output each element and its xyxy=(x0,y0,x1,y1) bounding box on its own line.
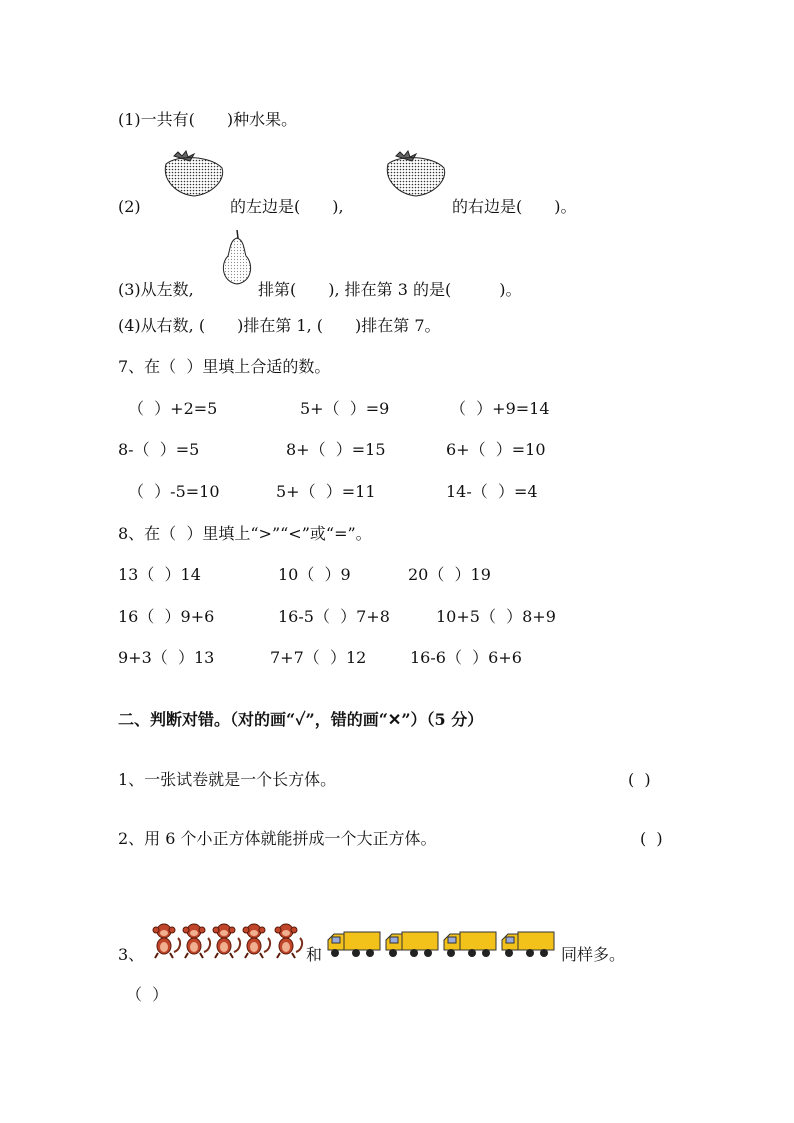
q7-cell: 5+（ ）=9 xyxy=(300,399,390,418)
section2-title: 二、判断对错。（对的画“✓”，错的画“✕”）（5 分） xyxy=(118,710,484,729)
q7-title: 7、在（ ）里填上合适的数。 xyxy=(118,357,331,376)
judge-item-1: 1、一张试卷就是一个长方体。 xyxy=(118,770,337,789)
truck-icons xyxy=(326,926,558,960)
q8-cell: 10（ ）9 xyxy=(278,565,351,584)
fruit-q1: (1)一共有( )种水果。 xyxy=(118,110,298,129)
q8-cell: 16（ ）9+6 xyxy=(118,607,215,626)
fruit-q3-prefix: (3)从左数, xyxy=(118,280,194,299)
q8-title: 8、在（ ）里填上“>”“<”或“=”。 xyxy=(118,524,372,543)
q7-cell: 5+（ ）=11 xyxy=(276,482,376,501)
pear-icon xyxy=(218,228,256,286)
q8-cell: 16-5（ ）7+8 xyxy=(278,607,390,626)
judge-blank-2[interactable]: ( ) xyxy=(640,829,663,848)
fruit-q3-rest: 排第( ), 排在第 3 的是( )。 xyxy=(258,280,522,299)
q8-cell: 16-6（ ）6+6 xyxy=(410,648,522,667)
q7-cell: 8-（ ）=5 xyxy=(118,440,200,459)
q7-cell: （ ）-5=10 xyxy=(128,482,220,501)
judge-item-3-mid: 和 xyxy=(306,945,323,964)
q8-cell: 20（ ）19 xyxy=(408,565,491,584)
fruit-q2-left: 的左边是( ), xyxy=(230,197,344,216)
judge-item-3-prefix: 3、 xyxy=(118,945,145,964)
q7-cell: 6+（ ）=10 xyxy=(446,440,546,459)
strawberry-icon xyxy=(378,150,448,198)
fruit-q2-prefix: (2) xyxy=(118,197,141,216)
q8-cell: 7+7（ ）12 xyxy=(270,648,367,667)
judge-item-2: 2、用 6 个小正方体就能拼成一个大正方体。 xyxy=(118,829,437,848)
q8-cell: 10+5（ ）8+9 xyxy=(436,607,556,626)
fruit-q2-right: 的右边是( )。 xyxy=(452,197,577,216)
judge-blank-1[interactable]: ( ) xyxy=(628,770,651,789)
q7-cell: （ ）+2=5 xyxy=(128,399,218,418)
q8-cell: 9+3（ ）13 xyxy=(118,648,215,667)
strawberry-icon xyxy=(156,150,226,198)
q8-cell: 13（ ）14 xyxy=(118,565,201,584)
q7-cell: （ ）+9=14 xyxy=(450,399,550,418)
q7-cell: 8+（ ）=15 xyxy=(286,440,386,459)
judge-blank-3[interactable]: （ ） xyxy=(126,985,169,1004)
q7-cell: 14-（ ）=4 xyxy=(446,482,538,501)
monkey-icons xyxy=(152,922,304,960)
fruit-q4: (4)从右数, ( )排在第 1, ( )排在第 7。 xyxy=(118,316,441,335)
judge-item-3-suffix: 同样多。 xyxy=(561,945,626,964)
